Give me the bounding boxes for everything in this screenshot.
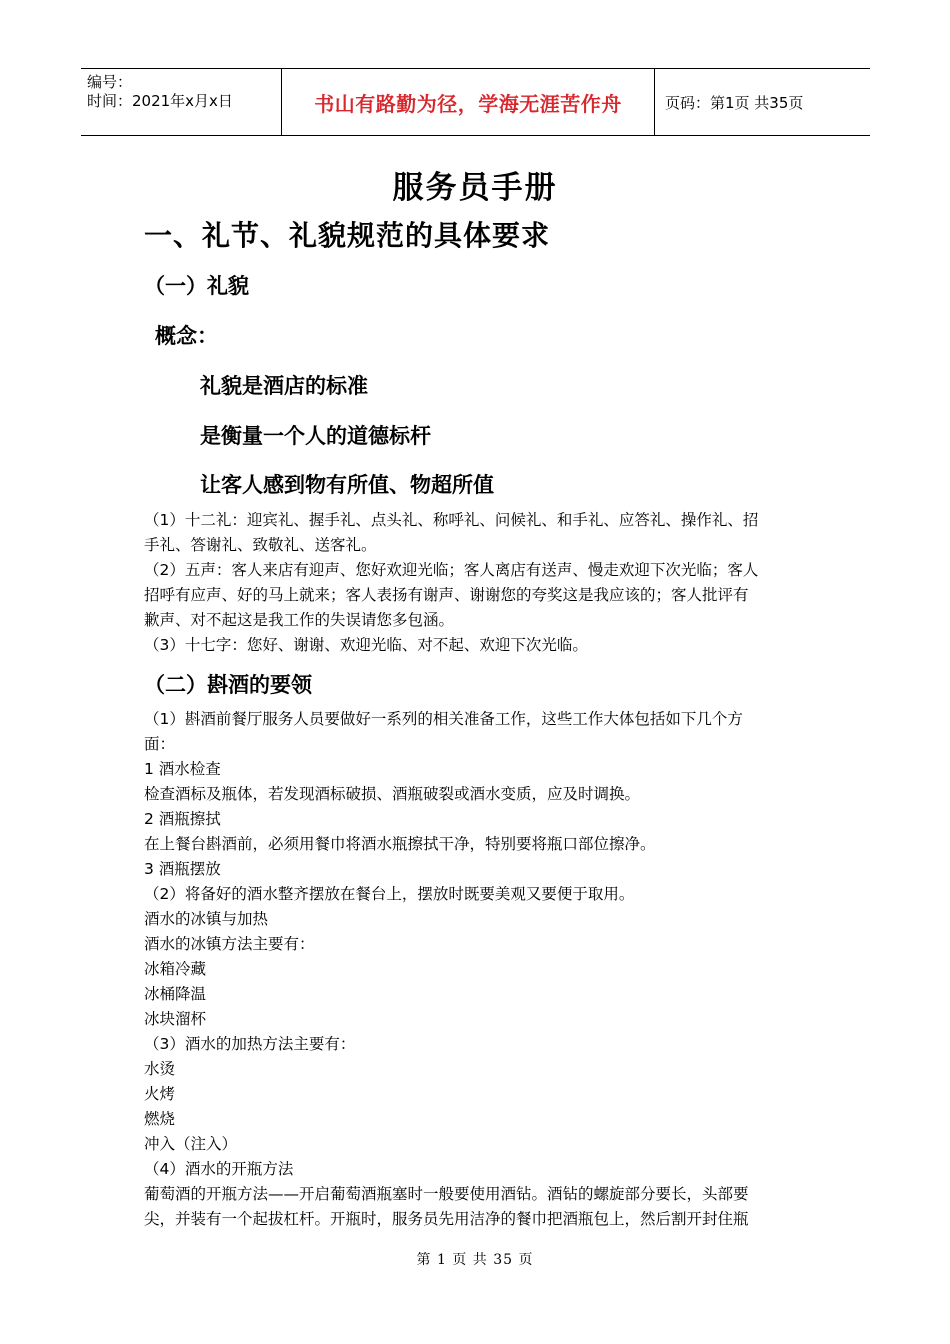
page-code: 页码：第1页 共35页 — [665, 93, 804, 112]
text-line: 酒水的冰镇与加热 — [144, 910, 269, 928]
text-line: 面： — [144, 735, 176, 753]
motto-text: 书山有路勤为径，学海无涯苦作舟 — [314, 91, 622, 116]
text-line: 冰桶降温 — [144, 985, 207, 1003]
text-line: （4）酒水的开瓶方法 — [144, 1160, 294, 1178]
text-line: （1）十二礼：迎宾礼、握手礼、点头礼、称呼礼、问候礼、和手礼、应答礼、操作礼、招 — [144, 511, 759, 529]
text-line: 1 酒水检查 — [144, 760, 221, 778]
concept-line: 礼貌是酒店的标准 — [200, 373, 368, 398]
courtesy-paragraphs — [144, 508, 758, 658]
header-meta-cell — [81, 69, 282, 135]
document-title: 服务员手册 — [392, 170, 558, 206]
number-label: 编号： — [87, 73, 133, 91]
text-line: （2）五声：客人来店有迎声、您好欢迎光临；客人离店有送声、慢走欢迎下次光临；客人 — [144, 561, 759, 579]
page-footer: 第 1 页 共 35 页 — [416, 1252, 534, 1268]
text-line: 2 酒瓶擦拭 — [144, 810, 221, 828]
text-line: （3）酒水的加热方法主要有： — [144, 1035, 356, 1053]
concept-line: 让客人感到物有所值、物超所值 — [200, 472, 494, 497]
text-line: 3 酒瓶摆放 — [144, 860, 221, 878]
document-header — [81, 68, 870, 136]
concept-line: 是衡量一个人的道德标杆 — [200, 423, 431, 448]
text-line: 酒水的冰镇方法主要有： — [144, 935, 315, 953]
text-line: 葡萄酒的开瓶方法——开启葡萄酒瓶塞时一般要使用酒钻。酒钻的螺旋部分要长，头部要 — [144, 1185, 749, 1203]
text-line: 招呼有应声、好的马上就来；客人表扬有谢声、谢谢您的夸奖这是我应该的；客人批评有 — [144, 586, 749, 604]
text-line: （3）十七字：您好、谢谢、欢迎光临、对不起、欢迎下次光临。 — [144, 636, 588, 654]
time-label: 时间：2021年x月x日 — [87, 92, 233, 110]
text-line: 歉声、对不起这是我工作的失误请您多包涵。 — [144, 611, 455, 629]
text-line: 水烫 — [144, 1060, 176, 1078]
subsection-heading-pouring: （二）斟酒的要领 — [144, 672, 312, 697]
text-line: 手礼、答谢礼、致敬礼、送客礼。 — [144, 536, 377, 554]
text-line: 在上餐台斟酒前，必须用餐巾将酒水瓶擦拭干净，特别要将瓶口部位擦净。 — [144, 835, 656, 853]
text-line: （1）斟酒前餐厅服务人员要做好一系列的相关准备工作，这些工作大体包括如下几个方 — [144, 710, 743, 728]
text-line: 冰块溜杯 — [144, 1010, 207, 1028]
section-heading: 一、礼节、礼貌规范的具体要求 — [144, 219, 551, 252]
subsection-heading-courtesy: （一）礼貌 — [144, 273, 249, 298]
text-line: 燃烧 — [144, 1110, 176, 1128]
text-line: （2）将备好的酒水整齐摆放在餐台上，摆放时既要美观又要便于取用。 — [144, 885, 635, 903]
concept-label: 概念： — [155, 323, 218, 348]
text-line: 冲入（注入） — [144, 1135, 238, 1153]
header-motto-cell — [282, 69, 655, 135]
text-line: 检查酒标及瓶体，若发现酒标破损、酒瓶破裂或酒水变质，应及时调换。 — [144, 785, 641, 803]
text-line: 冰箱冷藏 — [144, 960, 207, 978]
text-line: 尖，并装有一个起拔杠杆。开瓶时，服务员先用洁净的餐巾把酒瓶包上，然后割开封住瓶 — [144, 1210, 749, 1228]
text-line: 火烤 — [144, 1085, 176, 1103]
header-page-cell — [655, 69, 870, 135]
pouring-paragraphs — [144, 707, 749, 1232]
